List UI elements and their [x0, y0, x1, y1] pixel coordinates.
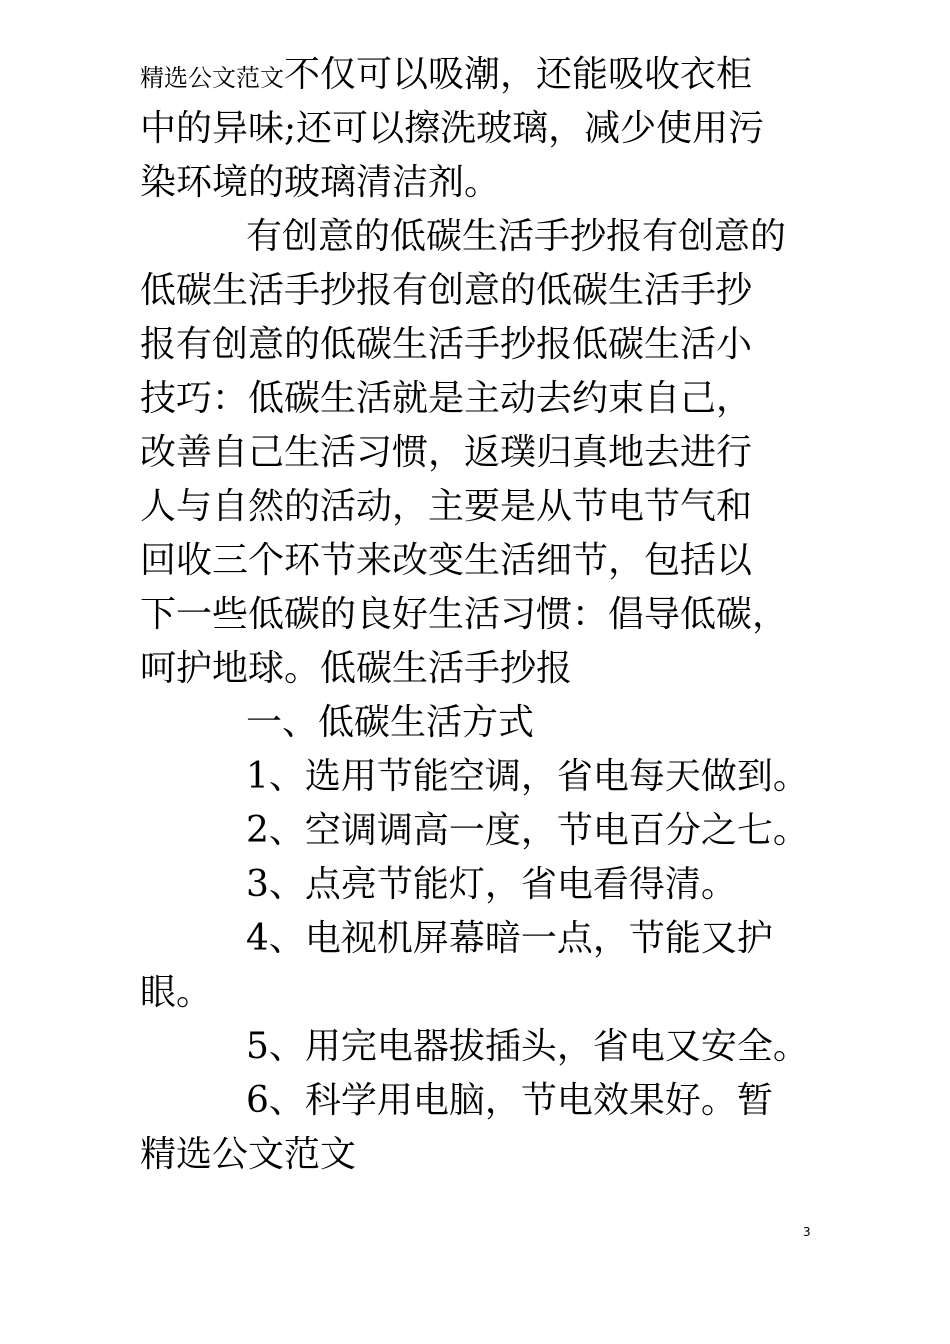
paragraph-line: 改善自己生活习惯，返璞归真地去进行 [140, 432, 753, 473]
paragraph-line: 不仅可以吸潮，还能吸收衣柜 [284, 54, 753, 95]
paragraph-line: 报有创意的低碳生活手抄报低碳生活小 [140, 324, 753, 365]
header-running-title: 精选公文范文 [140, 64, 284, 92]
page-number: 3 [803, 1225, 811, 1239]
list-item: 1、选用节能空调，省电每天做到。 [246, 756, 809, 797]
list-item: 4、电视机屏幕暗一点，节能又护 [246, 918, 773, 959]
first-line [140, 48, 830, 102]
paragraph-line: 中的异味;还可以擦洗玻璃，减少使用污 [140, 108, 765, 149]
body-text [140, 48, 830, 1182]
list-item: 3、点亮节能灯，省电看得清。 [246, 864, 737, 905]
list-item: 2、空调调高一度，节电百分之七。 [246, 810, 809, 851]
footer-running-title: 精选公文范文 [140, 1134, 357, 1175]
paragraph-line: 下一些低碳的良好生活习惯：倡导低碳， [140, 594, 789, 635]
paragraph-line: 呵护地球。低碳生活手抄报 [140, 648, 573, 689]
paragraph-line: 低碳生活手抄报有创意的低碳生活手抄 [140, 270, 753, 311]
list-item-continuation: 眼。 [140, 972, 213, 1013]
list-item: 6、科学用电脑，节电效果好。暂 [246, 1080, 773, 1121]
list-item: 5、用完电器拔插头，省电又安全。 [246, 1026, 809, 1067]
paragraph-line: 回收三个环节来改变生活细节，包括以 [140, 540, 753, 581]
paragraph-line: 人与自然的活动，主要是从节电节气和 [140, 486, 753, 527]
paragraph-line: 有创意的低碳生活手抄报有创意的 [246, 216, 787, 257]
paragraph-line: 技巧：低碳生活就是主动去约束自己， [140, 378, 753, 419]
paragraph-line: 染环境的玻璃清洁剂。 [140, 162, 501, 203]
section-heading: 一、低碳生活方式 [246, 702, 535, 743]
